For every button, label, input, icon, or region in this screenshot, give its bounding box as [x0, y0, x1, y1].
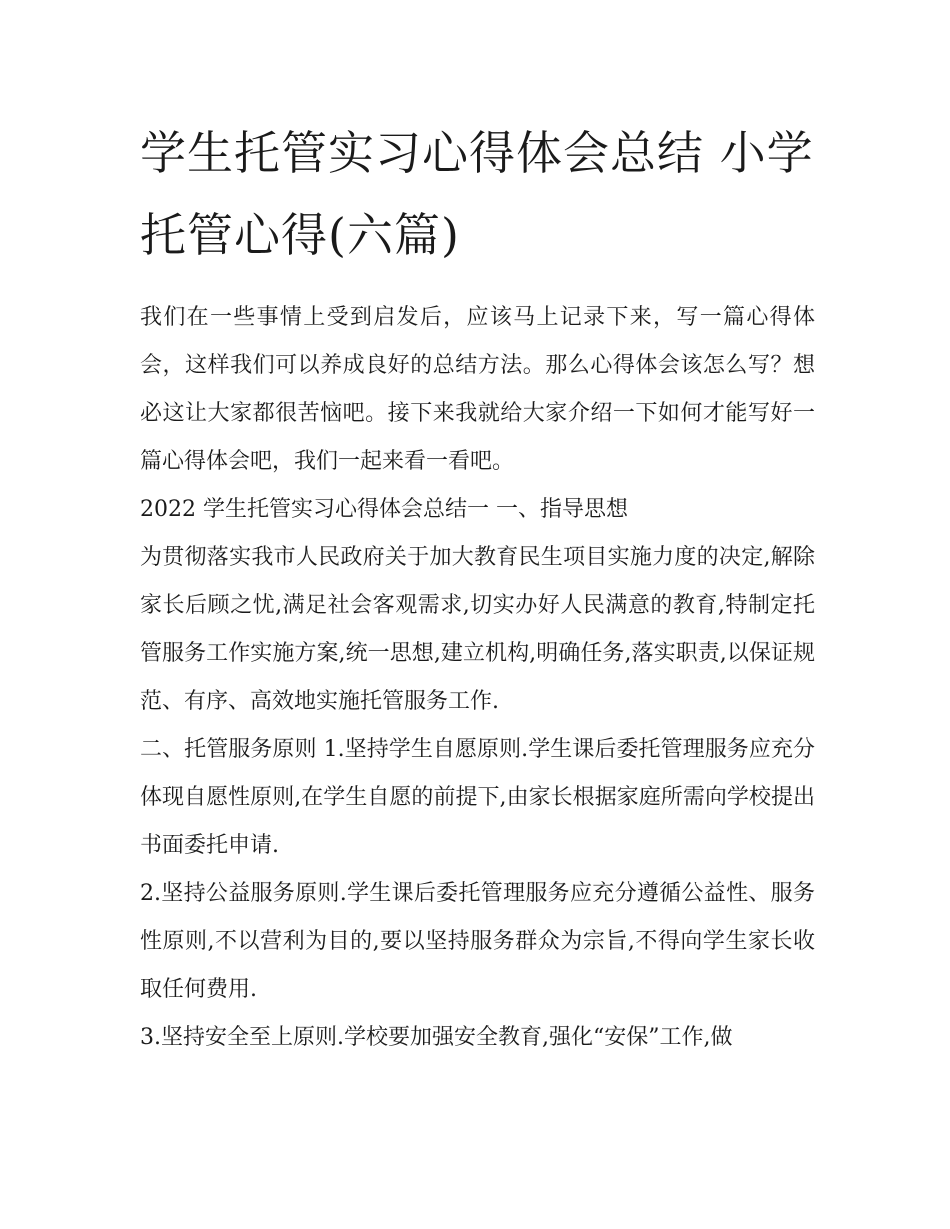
- document-title: 学生托管实习心得体会总结 小学托管心得(六篇): [140, 126, 814, 262]
- principle-1-paragraph: 二、托管服务原则 1.坚持学生自愿原则.学生课后委托管理服务应充分体现自愿性原则,在学生自愿的前提下,由家长根据家庭所需向学校提出书面委托申请.: [140, 737, 815, 858]
- principle-3-paragraph: 3.坚持安全至上原则.学校要加强安全教育,强化“安保”工作,做: [140, 1025, 733, 1050]
- section-heading-paragraph: 2022 学生托管实习心得体会总结一 一、指导思想: [140, 497, 628, 522]
- document-page: [140, 112, 815, 1062]
- intro-paragraph: 我们在一些事情上受到启发后，应该马上记录下来，写一篇心得体会，这样我们可以养成良好的总结方法。那么心得体会该怎么写？想必这让大家都很苦恼吧。接下来我就给大家介绍一下如何才能写好一篇心得体会吧，我们一起来看一看吧。: [140, 305, 815, 474]
- guiding-thought-paragraph: 为贯彻落实我市人民政府关于加大教育民生项目实施力度的决定,解除家长后顾之忧,满足社会客观需求,切实办好人民满意的教育,特制定托管服务工作实施方案,统一思想,建立机构,明确任务,落实职责,以保证规范、有序、高效地实施托管服务工作.: [140, 545, 815, 714]
- principle-2-paragraph: 2.坚持公益服务原则.学生课后委托管理服务应充分遵循公益性、服务性原则,不以营利为目的,要以坚持服务群众为宗旨,不得向学生家长收取任何费用.: [140, 881, 815, 1002]
